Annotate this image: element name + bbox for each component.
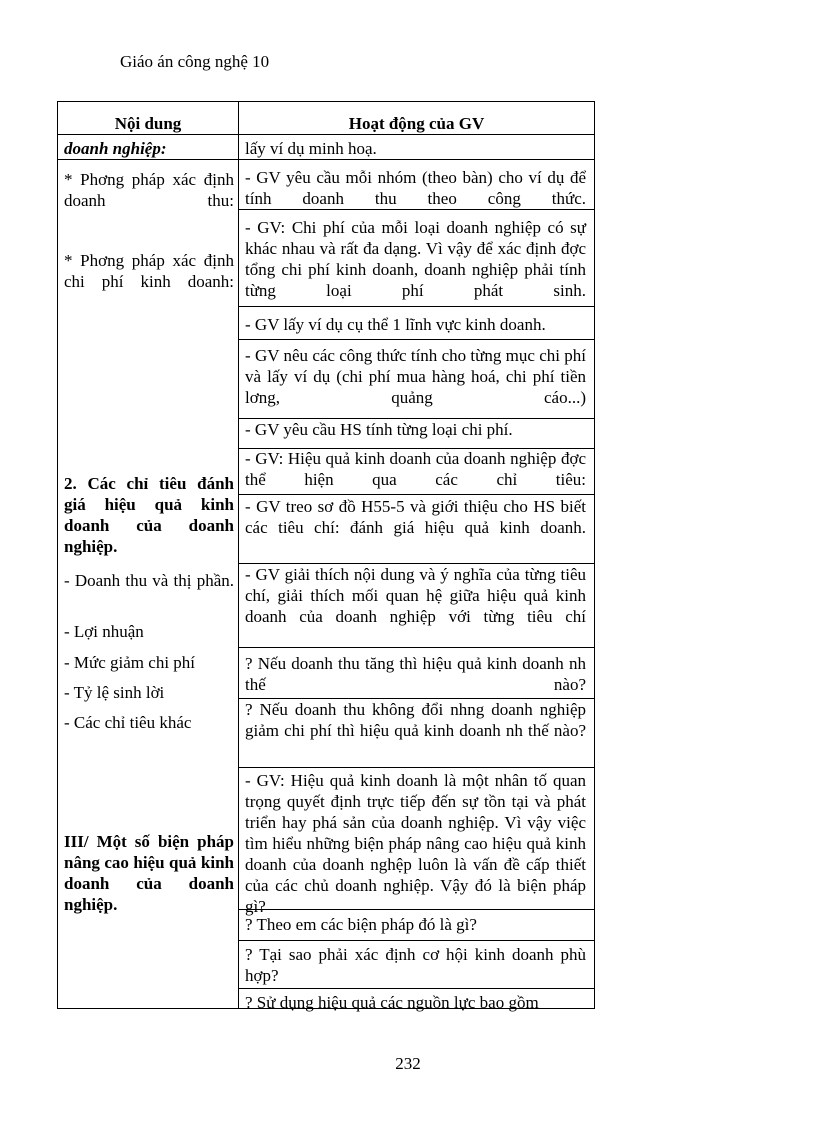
right-cell-text: - GV: Hiệu quả kinh doanh là một nhân tố quan trọng quyết định trực tiếp đến sự tồn tại và phát triển hay phá sản của doanh nghiệp. Vì vậy việc tìm hiểu những biện pháp nâng cao hiệu quả kinh doanh của doanh nghệp luôn là vấn đề cấp thiết của các chủ doanh nghiệp. Vậy đó là biện pháp gì?	[245, 771, 586, 916]
row-divider	[239, 767, 594, 768]
right-cell-text: lấy ví dụ minh hoạ.	[245, 139, 377, 158]
row-divider	[239, 940, 594, 941]
row-divider	[239, 339, 594, 340]
right-cell-text: - GV yêu cầu mỗi nhóm (theo bàn) cho ví dụ để tính doanh thu theo công thức.	[245, 168, 586, 208]
left-cell-text: * Phơng pháp xác định doanh thu:	[64, 170, 234, 210]
left-cell-text: doanh nghiệp:	[64, 139, 167, 158]
right-cell-text: - GV treo sơ đồ H55-5 và giới thiệu cho HS biết các tiêu chí: đánh giá hiệu quả kinh doanh.	[245, 497, 586, 537]
table-header-row	[58, 102, 594, 135]
page-number: 232	[395, 1054, 421, 1073]
right-cell-text: - GV lấy ví dụ cụ thể 1 lĩnh vực kinh doanh.	[245, 315, 546, 334]
right-cell-text: - GV: Hiệu quả kinh doanh của doanh nghiệp đợc thể hiện qua các chỉ tiêu:	[245, 449, 586, 489]
right-cell-text: ? Nếu doanh thu tăng thì hiệu quả kinh doanh nh thế nào?	[245, 654, 586, 694]
right-cell-text: ? Nếu doanh thu không đổi nhng doanh nghiệp giảm chi phí thì hiệu quả kinh doanh nh thế nào?	[245, 700, 586, 740]
right-cell-text: ? Sử dụng hiệu quả các nguồn lực bao gồm	[245, 993, 539, 1012]
right-cell-text: - GV: Chi phí của mỗi loại doanh nghiệp có sự khác nhau và rất đa dạng. Vì vậy để xác định đợc tổng chi phí kinh doanh, doanh nghiệp phải tính từng loại phí phát sinh.	[245, 218, 586, 300]
left-cell-text: - Doanh thu và thị phần.	[64, 571, 234, 590]
column-header-content: Nội dung	[114, 114, 182, 133]
lesson-table	[57, 101, 595, 1012]
right-cell-text: ? Theo em các biện pháp đó là gì?	[245, 915, 477, 934]
right-cell-text: ? Tại sao phải xác định cơ hội kinh doanh phù hợp?	[245, 945, 586, 985]
right-cell-text: - GV yêu cầu HS tính từng loại chi phí.	[245, 420, 513, 439]
left-section-heading: III/ Một số biện pháp nâng cao hiệu quả kinh doanh của doanh nghiệp.	[64, 832, 234, 914]
column-header-teacher-activity: Hoạt động của GV	[348, 114, 485, 133]
row-divider	[58, 159, 594, 160]
left-cell-text: - Mức giảm chi phí	[64, 653, 196, 672]
left-cell-text: - Các chỉ tiêu khác	[64, 713, 192, 732]
left-cell-text: - Tỷ lệ sinh lời	[64, 683, 165, 702]
document-header: Giáo án công nghệ 10	[120, 52, 270, 71]
left-cell-text: - Lợi nhuận	[64, 622, 144, 641]
right-cell-text: - GV giải thích nội dung và ý nghĩa của từng tiêu chí, giải thích mối quan hệ giữa hiệu quả kinh doanh của doanh nghiệp với từng tiêu chí	[245, 565, 586, 626]
column-divider	[238, 102, 239, 1008]
left-section-heading: 2. Các chỉ tiêu đánh giá hiệu quả kinh doanh của doanh nghiệp.	[64, 474, 234, 556]
right-cell-text: - GV nêu các công thức tính cho từng mục chi phí và lấy ví dụ (chi phí mua hàng hoá, chi phí tiền lơng, quảng cáo...)	[245, 346, 586, 407]
left-cell-text: * Phơng pháp xác định chi phí kinh doanh:	[64, 251, 234, 291]
